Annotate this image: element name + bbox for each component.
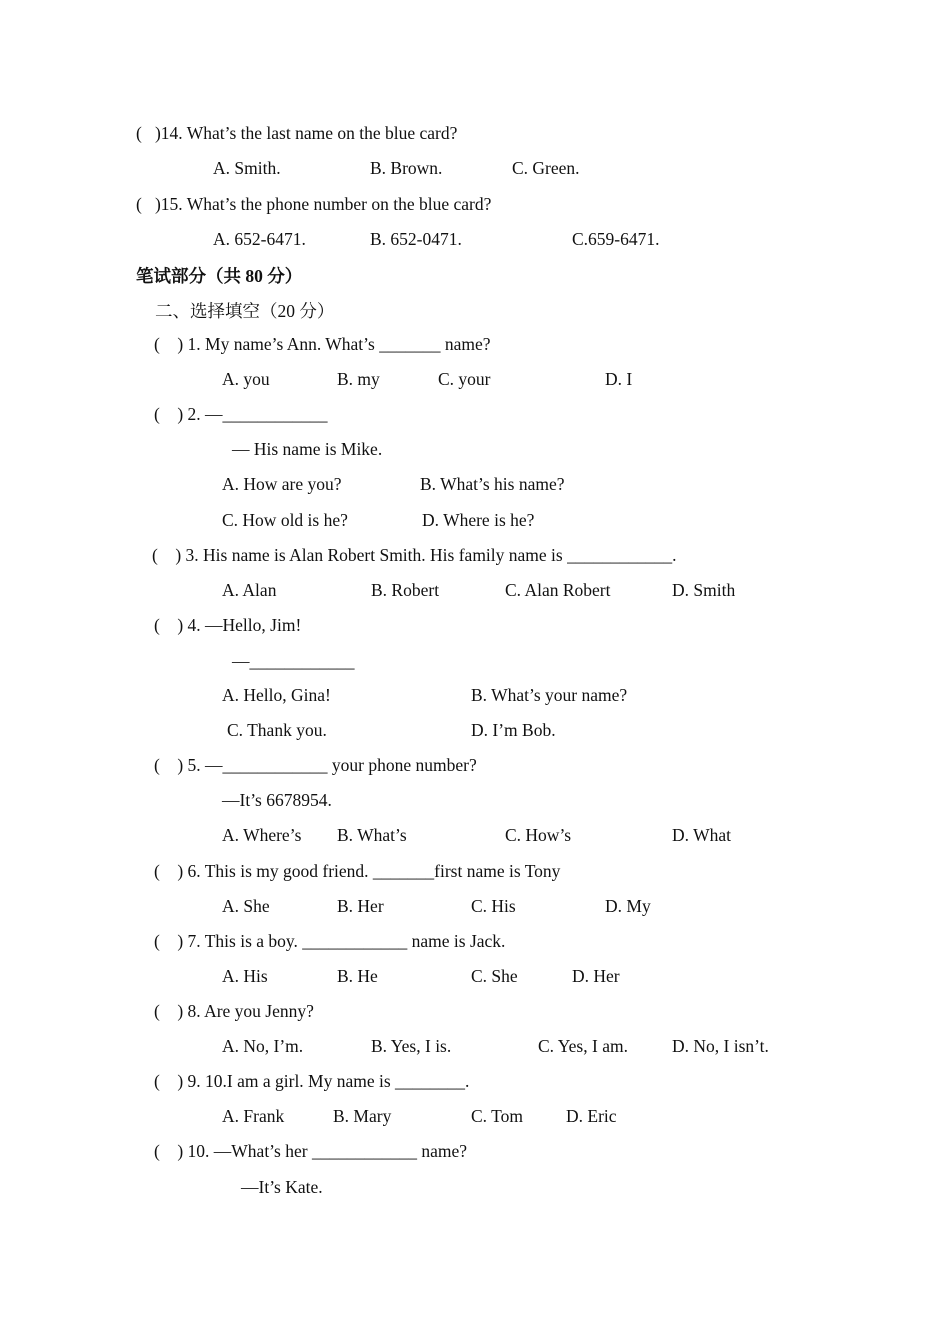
q3-option-c: C. Alan Robert xyxy=(505,580,611,600)
question-2-stem: ( ) 2. —____________ xyxy=(154,404,328,424)
q15-option-a: A. 652-6471. xyxy=(213,229,306,249)
question-8-stem: ( ) 8. Are you Jenny? xyxy=(154,1001,314,1021)
question-5-stem: ( ) 5. —____________ your phone number? xyxy=(154,755,477,775)
q8-option-d: D. No, I isn’t. xyxy=(672,1036,769,1056)
q1-option-c: C. your xyxy=(438,369,491,389)
q4-response: —____________ xyxy=(232,651,355,671)
q8-option-c: C. Yes, I am. xyxy=(538,1036,628,1056)
q15-option-b: B. 652-0471. xyxy=(370,229,462,249)
q3-option-b: B. Robert xyxy=(371,580,440,600)
q5-option-a: A. Where’s xyxy=(222,825,302,845)
q9-option-c: C. Tom xyxy=(471,1106,523,1126)
q6-option-c: C. His xyxy=(471,896,516,916)
q2-option-a: A. How are you? xyxy=(222,474,342,494)
question-14-stem: ( )14. What’s the last name on the blue card? xyxy=(136,123,458,143)
q3-option-d: D. Smith xyxy=(672,580,736,600)
q2-option-d: D. Where is he? xyxy=(422,510,535,530)
q14-option-b: B. Brown. xyxy=(370,158,443,178)
q6-option-b: B. Her xyxy=(337,896,384,916)
q14-option-c: C. Green. xyxy=(512,158,580,178)
q6-option-a: A. She xyxy=(222,896,270,916)
question-3-stem: ( ) 3. His name is Alan Robert Smith. His family name is ____________. xyxy=(152,545,677,565)
question-10-stem: ( ) 10. —What’s her ____________ name? xyxy=(154,1141,467,1161)
q9-option-b: B. Mary xyxy=(333,1106,392,1126)
q2-response: — His name is Mike. xyxy=(232,439,383,459)
q7-option-d: D. Her xyxy=(572,966,620,986)
q5-option-d: D. What xyxy=(672,825,731,845)
q14-option-a: A. Smith. xyxy=(213,158,281,178)
q9-option-a: A. Frank xyxy=(222,1106,285,1126)
q15-option-c: C.659-6471. xyxy=(572,229,660,249)
question-7-stem: ( ) 7. This is a boy. ____________ name is Jack. xyxy=(154,931,506,951)
q2-option-c: C. How old is he? xyxy=(222,510,348,530)
q1-option-b: B. my xyxy=(337,369,380,389)
q4-option-b: B. What’s your name? xyxy=(471,685,628,705)
question-4-stem: ( ) 4. —Hello, Jim! xyxy=(154,615,302,635)
q6-option-d: D. My xyxy=(605,896,651,916)
q5-option-b: B. What’s xyxy=(337,825,407,845)
q4-option-a: A. Hello, Gina! xyxy=(222,685,331,705)
q4-option-d: D. I’m Bob. xyxy=(471,720,556,740)
q1-option-a: A. you xyxy=(222,369,270,389)
q2-option-b: B. What’s his name? xyxy=(420,474,565,494)
q8-option-a: A. No, I’m. xyxy=(222,1036,304,1056)
q7-option-a: A. His xyxy=(222,966,268,986)
q1-option-d: D. I xyxy=(605,369,633,389)
question-9-stem: ( ) 9. 10.I am a girl. My name is ________. xyxy=(154,1071,470,1091)
question-1-stem: ( ) 1. My name’s Ann. What’s _______ name? xyxy=(154,334,491,354)
q8-option-b: B. Yes, I is. xyxy=(371,1036,452,1056)
q7-option-b: B. He xyxy=(337,966,378,986)
q4-option-c: C. Thank you. xyxy=(227,720,327,740)
q5-option-c: C. How’s xyxy=(505,825,572,845)
q5-response: —It’s 6678954. xyxy=(222,790,332,810)
written-part-heading: 笔试部分（共 80 分） xyxy=(136,266,303,286)
q7-option-c: C. She xyxy=(471,966,518,986)
q10-response: —It’s Kate. xyxy=(241,1177,323,1197)
section-subheading: 二、选择填空（20 分） xyxy=(155,301,335,321)
question-15-stem: ( )15. What’s the phone number on the blue card? xyxy=(136,194,492,214)
q9-option-d: D. Eric xyxy=(566,1106,617,1126)
q3-option-a: A. Alan xyxy=(222,580,277,600)
question-6-stem: ( ) 6. This is my good friend. _______first name is Tony xyxy=(154,861,561,881)
